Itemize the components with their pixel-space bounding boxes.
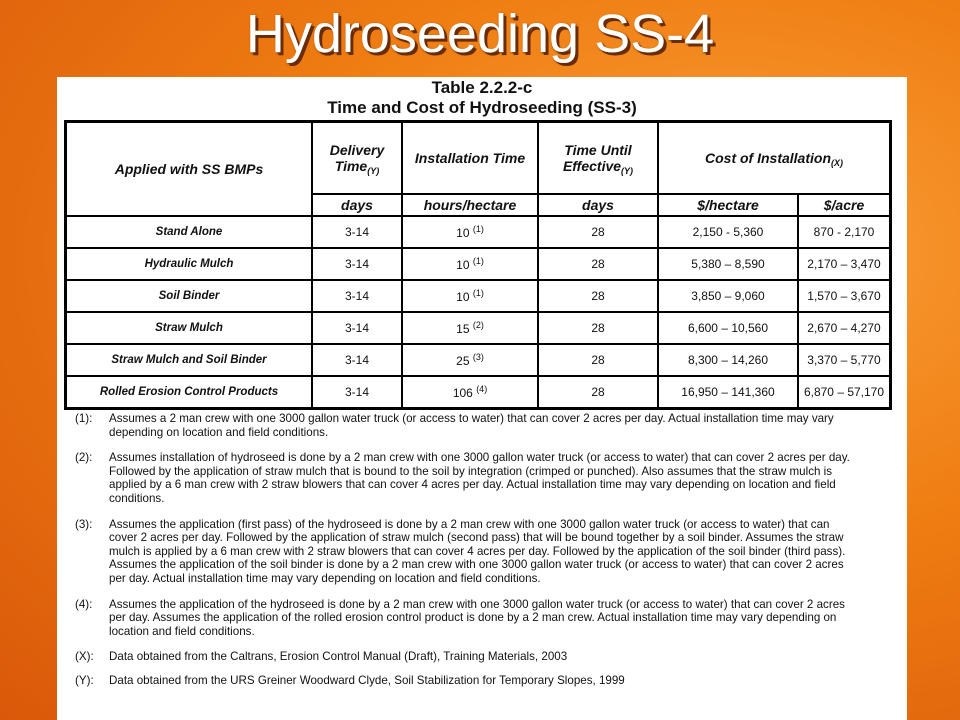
row-install: 25 $^{(3)}$ — [402, 344, 538, 376]
row-cost-acre: 2,170 – 3,470 — [798, 248, 891, 280]
row-effective: 28 — [538, 312, 658, 344]
footnote — [75, 451, 855, 505]
row-name: Straw Mulch and Soil Binder — [66, 344, 313, 376]
row-install: 15 $^{(2)}$ — [402, 312, 538, 344]
row-delivery: 3-14 — [312, 216, 402, 248]
row-cost-hectare: 3,850 – 9,060 — [658, 280, 798, 312]
row-delivery: 3-14 — [312, 248, 402, 280]
document-sheet — [57, 77, 907, 720]
row-cost-hectare: 16,950 – 141,360 — [658, 376, 798, 409]
unit-cost-hectare: $/hectare — [658, 194, 798, 216]
row-effective: 28 — [538, 248, 658, 280]
row-install: 10 $^{(1)}$ — [402, 280, 538, 312]
table-row — [66, 376, 891, 409]
footnote-text: Data obtained from the Caltrans, Erosion Control Manual (Draft), Training Materials, 2003 — [109, 650, 568, 664]
header-cost-sub: (X) — [831, 157, 843, 168]
header-delivery: Delivery Time$_{(Y)}$ — [312, 122, 402, 194]
slide-title: Hydroseeding SS-4 — [245, 4, 715, 64]
row-install: 106 $^{(4)}$ — [402, 376, 538, 409]
row-install-note: (1) — [472, 255, 484, 266]
row-cost-hectare: 5,380 – 8,590 — [658, 248, 798, 280]
footnote-text: Assumes a 2 man crew with one 3000 gallon water truck (or access to water) that can cover 2 acres per day. Actual installation time may vary depending on location and field conditions. — [109, 412, 834, 439]
row-cost-acre: 870 - 2,170 — [798, 216, 891, 248]
row-cost-hectare: 8,300 – 14,260 — [658, 344, 798, 376]
row-effective: 28 — [538, 344, 658, 376]
header-effective: Time Until Effective$_{(Y)}$ — [538, 122, 658, 194]
row-install-note: (1) — [472, 287, 484, 298]
header-installation: Installation Time — [402, 122, 538, 194]
footnote-key: (3): — [75, 517, 93, 531]
unit-installation: hours/hectare — [402, 194, 538, 216]
unit-effective: days — [538, 194, 658, 216]
footnote-key: (X): — [75, 650, 94, 664]
row-delivery: 3-14 — [312, 280, 402, 312]
footnote-key: (1): — [75, 412, 93, 425]
header-delivery-sub: (Y) — [367, 165, 380, 176]
table-row — [66, 216, 891, 248]
footnotes — [75, 412, 855, 698]
footnote-text: Assumes installation of hydroseed is done by a 2 man crew with one 3000 gallon water truck (or access to water) that can cover 2 acres per day. Followed by the application of straw mulch that is bound to the soil by integration (crimped or punched). Also assumes that the straw mulch is applied by a 6 man crew with 2 straw blowers that can cover 4 acres per day. Actual installation time may vary depending on location and field conditions. — [109, 451, 850, 505]
footnote-text: Assumes the application (first pass) of the hydroseed is done by a 2 man crew with one 3000 gallon water truck (or access to water) that can cover 2 acres per day. Followed by the application of straw mulch (second pass) that will be bound together by a soil binder. Assumes the straw mulch is applied by a 6 man crew with 2 straw blowers that can cover 4 acres per day. Followed by the application of the soil binder (third pass). Assumes the application of the soil binder is done by a 2 man crew with one 3000 gallon water truck (or access to water) that can cover 2 acres per day. Actual installation time may vary depending on location and field conditions. — [109, 517, 846, 585]
footnote-key: (Y): — [75, 673, 94, 687]
footnote-text: Data obtained from the URS Greiner Woodward Clyde, Soil Stabilization for Temporary Slopes, 1999 — [109, 673, 625, 687]
footnote — [75, 674, 855, 688]
table-title: Time and Cost of Hydroseeding (SS-3) — [327, 98, 637, 117]
footnote — [75, 518, 855, 586]
row-delivery: 3-14 — [312, 344, 402, 376]
row-name: Straw Mulch — [66, 312, 313, 344]
header-cost: Cost of Installation$_{(X)}$ — [658, 122, 891, 194]
row-delivery: 3-14 — [312, 312, 402, 344]
row-install-note: (3) — [472, 351, 484, 362]
table-number: Table 2.2.2-c — [431, 78, 533, 97]
row-delivery: 3-14 — [312, 376, 402, 409]
table-row — [66, 344, 891, 376]
unit-delivery: days — [312, 194, 402, 216]
row-cost-acre: 2,670 – 4,270 — [798, 312, 891, 344]
row-name: Hydraulic Mulch — [66, 248, 313, 280]
footnote-key: (4): — [75, 597, 93, 611]
row-name: Stand Alone — [66, 216, 313, 248]
row-cost-hectare: 2,150 - 5,360 — [658, 216, 798, 248]
row-install-note: (1) — [472, 223, 484, 234]
table-row — [66, 280, 891, 312]
table-row — [66, 312, 891, 344]
footnote — [75, 598, 855, 639]
row-cost-hectare: 6,600 – 10,560 — [658, 312, 798, 344]
row-name: Rolled Erosion Control Products — [66, 376, 313, 409]
row-install-note: (4) — [476, 383, 488, 394]
row-install-note: (2) — [472, 319, 484, 330]
row-effective: 28 — [538, 280, 658, 312]
footnote — [75, 412, 855, 439]
row-cost-acre: 1,570 – 3,670 — [798, 280, 891, 312]
row-name: Soil Binder — [66, 280, 313, 312]
row-install: 10 $^{(1)}$ — [402, 216, 538, 248]
hydroseeding-table — [64, 120, 892, 410]
unit-cost-acre: $/acre — [798, 194, 891, 216]
footnote-key: (2): — [75, 451, 93, 465]
header-applied: Applied with SS BMPs — [66, 122, 313, 216]
table-header-row — [66, 122, 891, 194]
row-cost-acre: 6,870 – 57,170 — [798, 376, 891, 409]
header-effective-sub: (Y) — [621, 165, 634, 176]
footnote — [75, 650, 855, 664]
row-install: 10 $^{(1)}$ — [402, 248, 538, 280]
footnote-text: Assumes the application of the hydroseed is done by a 2 man crew with one 3000 gallon water truck (or access to water) that can cover 2 acres per day. Assumes the application of the rolled erosion control product is done by a 2 man crew. Actual installation time may vary depending on location and field conditions. — [109, 597, 845, 638]
table-row — [66, 248, 891, 280]
row-effective: 28 — [538, 216, 658, 248]
row-effective: 28 — [538, 376, 658, 409]
row-cost-acre: 3,370 – 5,770 — [798, 344, 891, 376]
